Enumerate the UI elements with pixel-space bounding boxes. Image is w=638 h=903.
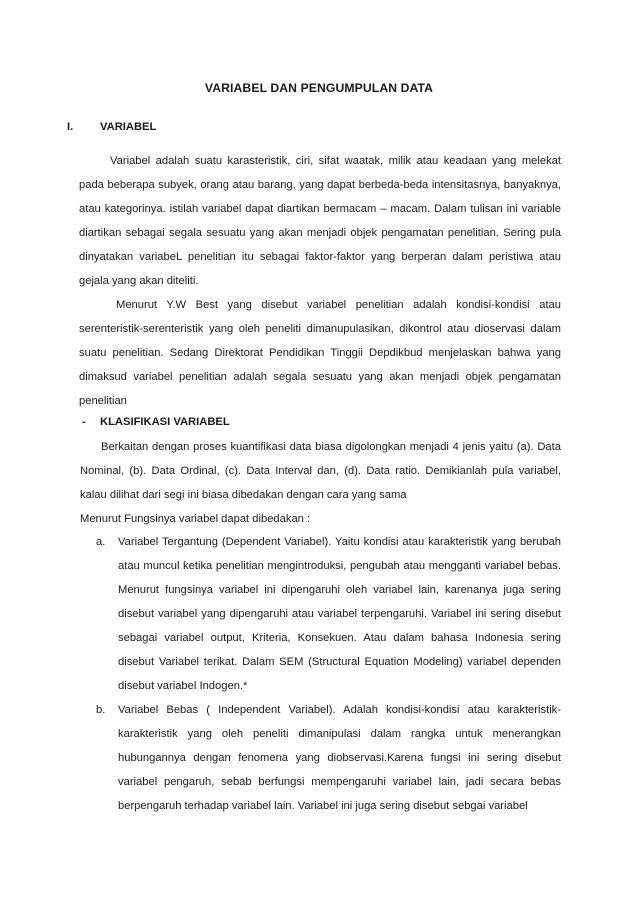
function-list xyxy=(96,530,561,818)
classification-paragraph: Berkaitan dengan proses kuantifikasi data biasa digolongkan menjadi 4 jenis yaitu (a). Data Nominal, (b). Data Ordinal, (c). Data Interval dan, (d). Data ratio. Demikianlah pula variabel, kalau dilihat dari segi ini biasa dibedakan dengan cara yang sama xyxy=(80,441,561,501)
list-item-text: Variabel Tergantung (Dependent Variabel). Yaitu kondisi atau karakteristik yang berubah atau muncul ketika penelitian mengintroduksi, pengubah atau mengganti variabel bebas. Menurut fungsinya variabel ini dipengaruhi oleh variabel lain, karenanya juga sering disebut variabel yang dipengaruhi atau variabel terpengaruhi. Variabel ini sering disebut sebagai variabel output, Kriteria, Konsekuen. Atau dalam bahasa Indonesia sering disebut Variabel terikat. Dalam SEM (Structural Equation Modeling) variabel dependen disebut variabel Indogen.* xyxy=(118,536,561,692)
subsection-dash: - xyxy=(82,416,86,428)
document-title: VARIABEL DAN PENGUMPULAN DATA xyxy=(204,81,434,95)
subsection-label: KLASIFIKASI VARIABEL xyxy=(100,416,230,428)
classification-intro-line: Menurut Fungsinya variabel dapat dibedakan : xyxy=(80,513,311,525)
intro-paragraph-2: Menurut Y.W Best yang disebut variabel penelitian adalah kondisi-kondisi atau serenteristik-serenteristik yang oleh peneliti dimanupulasikan, dikontrol atau dioservasi dalam suatu penelitian. Sedang Direktorat Pendidikan Tinggii Depdikbud menjelaskan bahwa yang dimaksud variabel penelitian adalah segala sesuatu yang akan menjadi objek pengamatan penelitian xyxy=(79,299,561,407)
intro-paragraph-1: Variabel adalah suatu karasteristik, ciri, sifat waatak, milik atau keadaan yang melekat pada beberapa subyek, orang atau barang, yang dapat berbeda-beda intensitasnya, banyaknya, atau kategorinya. istilah variabel dapat diartikan bermacam – macam. Dalam tulisan ini variable diartikan sebagai segala sesuatu yang akan menjadi objek pengamatan penelitian. Sering pula dinyatakan variabeL penelitian itu sebagai faktor-faktor yang berperan dalam peristiwa atau gejala yang akan diteliti. xyxy=(79,155,561,287)
list-marker: a. xyxy=(96,536,106,548)
section-number: I. xyxy=(67,121,74,133)
intro-block xyxy=(79,149,561,413)
classification-block xyxy=(80,435,561,531)
list-item-text: Variabel Bebas ( Independent Variabel). Adalah kondisi-kondisi atau karakteristik-karakteristik yang oleh peneliti dimanipulasi dalam rangka untuk menerangkan hubungannya dengan fenomena yang diobservasi.Karena fungsi ini sering disebut variabel pengaruh, sebab berfungsi mempengaruhi variabel lain, jadi secara bebas berpengaruh terhadap variabel lain. Variabel ini juga sering disebut sebgai variabel xyxy=(118,704,561,812)
list-item xyxy=(96,698,561,818)
section-label: VARIABEL xyxy=(100,121,157,133)
list-item xyxy=(96,530,561,698)
list-marker: b. xyxy=(96,704,106,716)
